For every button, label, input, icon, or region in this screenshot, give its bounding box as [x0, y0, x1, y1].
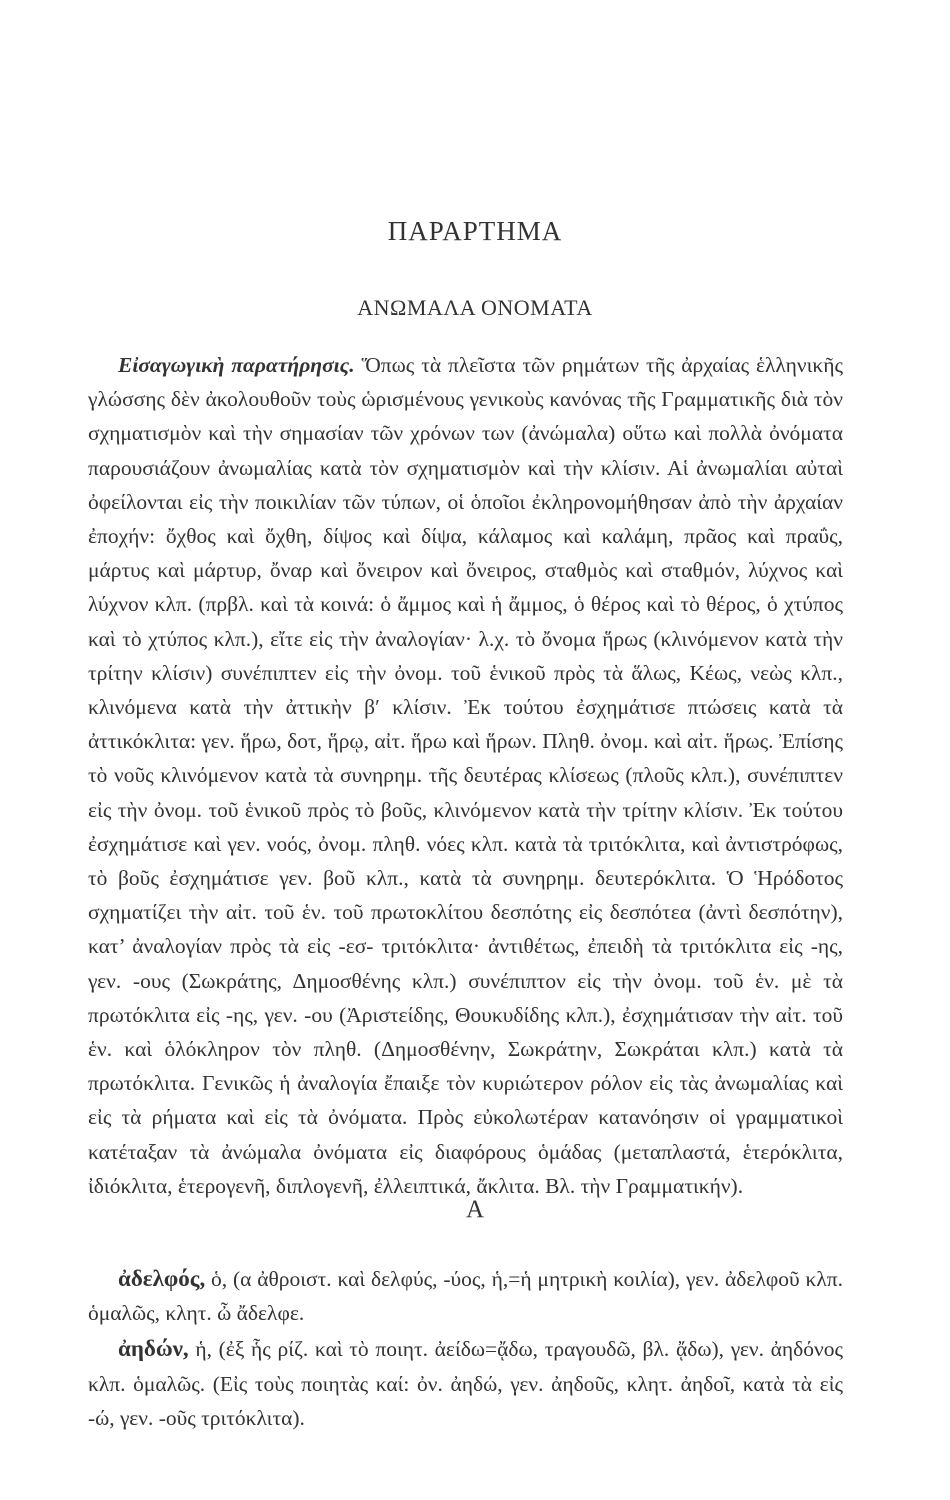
intro-paragraph — [88, 348, 843, 1203]
entry-adelphos — [88, 1262, 843, 1330]
page-title: ΠΑΡΑΡΤΗΜΑ — [387, 216, 563, 246]
section-subtitle: ΑΝΩΜΑΛΑ ΟΝΟΜΑΤΑ — [357, 295, 593, 320]
intro-paragraph-block — [88, 348, 843, 1203]
intro-text: Ὅπως τὰ πλεῖστα τῶν ρημάτων τῆς ἀρχαίας ἑλληνικῆς γλώσσης δὲν ἀκολουθοῦν τοὺς ὡρισμένους γενικοὺς κανόνας τῆς Γραμματικῆς διὰ τὸν σχηματισμὸν καὶ τὴν σημασίαν τῶν χρόνων των (ἀνώμαλα) οὕτω καὶ πολλὰ ὀνόματα παρουσιάζουν ἀνωμαλίας κατὰ τὸν σχηματισμὸν καὶ τὴν κλίσιν. Αἱ ἀνωμαλίαι αὐταὶ ὀφείλονται εἰς τὴν ποικιλίαν τῶν τύπων, οἱ ὁποῖοι ἐκληρονομήθησαν ἀπὸ τὴν ἀρχαίαν ἐποχήν: ὄχθος καὶ ὄχθη, δίψος καὶ δίψα, κάλαμος καὶ καλάμη, πρᾶος καὶ πραΰς, μάρτυς καὶ μάρτυρ, ὄναρ καὶ ὄνειρον καὶ ὄνειρος, σταθμὸς καὶ σταθμόν, λύχνος καὶ λύχνον κλπ. (πρβλ. καὶ τὰ κοινά: ὁ ἄμμος καὶ ἡ ἄμμος, ὁ θέρος καὶ τὸ θέρος, ὁ χτύπος καὶ τὸ χτύπος κλπ.), εἴτε εἰς τὴν ἀναλογίαν· λ.χ. τὸ ὄνομα ἥρως (κλινόμενον κατὰ τὴν τρίτην κλίσιν) συνέπιπτεν εἰς τὴν ὀνομ. τοῦ ἑνικοῦ πρὸς τὰ ἅλως, Κέως, νεὼς κλπ., κλινόμενα κατὰ τὴν ἀττικὴν β′ κλίσιν. Ἐκ τούτου ἐσχημάτισε πτώσεις κατὰ τὰ ἀττικόκλιτα: γεν. ἥρω, δοτ, ἥρῳ, αἰτ. ἥρω καὶ ἥρων. Πληθ. ὀνομ. καὶ αἰτ. ἥρως. Ἐπίσης τὸ νοῦς κλινόμενον κατὰ τὰ συνηρημ. τῆς δευτέρας κλίσεως (πλοῦς κλπ.), συνέπιπτεν εἰς τὴν ὀνομ. τοῦ ἑνικοῦ πρὸς τὸ βοῦς, κλινόμενον κατὰ τὴν τρίτην κλίσιν. Ἐκ τούτου ἐσχημάτισε καὶ γεν. νοός, ὀνομ. πληθ. νόες κλπ. κατὰ τὰ τριτόκλιτα, καὶ ἀντιστρόφως, τὸ βοῦς ἐσχημάτισε γεν. βοῦ κλπ., κατὰ τὰ συνηρημ. δευτερόκλιτα. Ὁ Ἡρόδοτος σχηματίζει τὴν αἰτ. τοῦ ἑν. τοῦ πρωτοκλίτου δεσπότης εἰς δεσπότεα (ἀντὶ δεσπότην), κατ’ ἀναλογίαν πρὸς τὰ εἰς -εσ- τριτόκλιτα· ἀντιθέτως, ἐπειδὴ τὰ τριτόκλιτα εἰς -ης, γεν. -ους (Σωκράτης, Δημοσθένης κλπ.) συνέπιπτον εἰς τὴν ὀνομ. τοῦ ἑν. μὲ τὰ πρωτόκλιτα εἰς -ης, γεν. -ου (Ἀριστείδης, Θουκυδίδης κλπ.), ἐσχημάτισαν τὴν αἰτ. τοῦ ἑν. καὶ ὁλόκληρον τὸν πληθ. (Δημοσθένην, Σωκράτην, Σωκράται κλπ.) κατὰ τὰ πρωτόκλιτα. Γενικῶς ἡ ἀναλογία ἔπαιξε τὸν κυριώτερον ρόλον εἰς τὰς ἀνωμαλίας καὶ εἰς τὰ ρήματα καὶ εἰς τὰ ὀνόματα. Πρὸς εὐκολωτέραν κατανόησιν οἱ γραμματικοὶ κατέταξαν τὰ ἀνώμαλα ὀνόματα εἰς διαφόρους ὁμάδας (μεταπλαστά, ἑτερόκλιτα, ἰδιόκλιτα, ἑτερογενῆ, διπλογενῆ, ἐλλειπτικά, ἄκλιτα. Βλ. τὴν Γραμματικήν). — [88, 353, 843, 1198]
entry-headword: ἀηδών, — [118, 1336, 189, 1362]
entry-headword: ἀδελφός, — [118, 1266, 206, 1291]
section-letter: Α — [465, 1196, 485, 1223]
entry-text: ἡ, (ἐξ ἧς ρίζ. καὶ τὸ ποιητ. ἀείδω=ᾄδω, τραγουδῶ, βλ. ᾄδω), γεν. ἀηδόνος κλπ. ὁμαλῶς. (Εἰς τοὺς ποιητὰς καί: ὀν. ἀηδώ, γεν. ἀηδοῦς, κλητ. ἀηδοῖ, κατὰ τὰ εἰς -ώ, γεν. -οῦς τριτόκλιτα). — [88, 1337, 843, 1430]
intro-lead: Εἰσαγωγικὴ παρατήρησις. — [118, 353, 355, 377]
entry-text: ὁ, (α ἀθροιστ. καὶ δελφύς, -ύος, ἡ,=ἡ μητρικὴ κοιλία), γεν. ἀδελφοῦ κλπ. ὁμαλῶς, κλητ. ὦ ἄδελφε. — [88, 1267, 843, 1326]
entry-list — [88, 1262, 843, 1435]
entry-aedon — [88, 1332, 843, 1435]
